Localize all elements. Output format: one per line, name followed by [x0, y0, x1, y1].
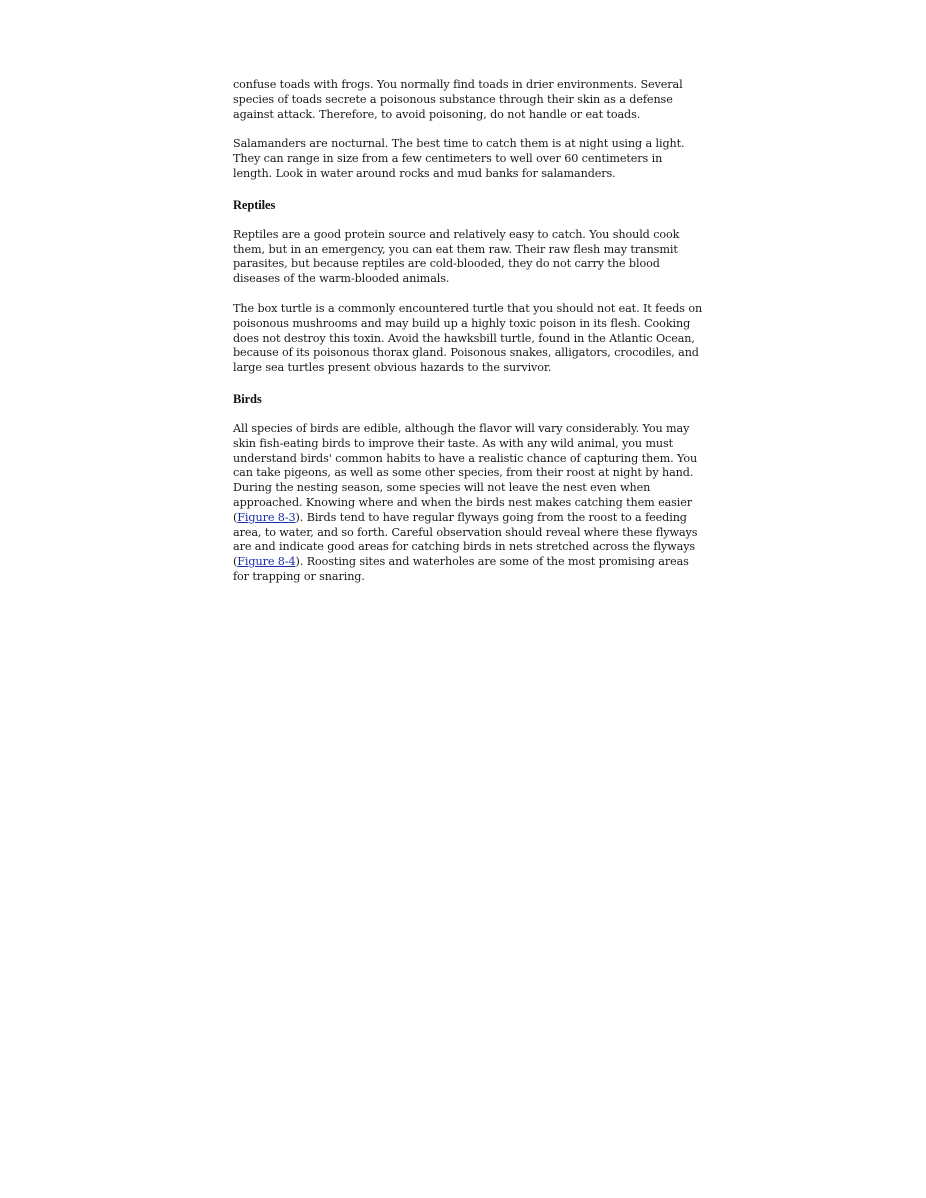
reptiles-paragraph: Reptiles are a good protein source and relatively easy to catch. You should cook them, but in an emergency, you can eat them raw. Their raw flesh may transmit parasites, but because reptiles are cold-blooded, they do not carry the blood diseases of the warm-blooded animals. [233, 227, 680, 286]
birds-heading: Birds [233, 391, 262, 406]
birds-text-part-3: ). Roosting sites and waterholes are some of the most promising areas for trapping or snaring. [233, 555, 689, 583]
document-body [233, 78, 703, 600]
box-turtle-paragraph: The box turtle is a commonly encountered turtle that you should not eat. It feeds on poisonous mushrooms and may build up a highly toxic poison in its flesh. Cooking does not destroy this toxin. Avoid the hawksbill turtle, found in the Atlantic Ocean, because of its poisonous thorax gland. Poisonous snakes, alligators, crocodiles, and large sea turtles present obvious hazards to the survivor. [233, 301, 703, 375]
toads-paragraph: confuse toads with frogs. You normally find toads in drier environments. Several species of toads secrete a poisonous substance through their skin as a defense against attack. Therefore, to avoid poisoning, do not handle or eat toads. [233, 78, 683, 121]
birds-text-part-1: All species of birds are edible, although the flavor will vary considerably. You may skin fish-eating birds to improve their taste. As with any wild animal, you must understand birds' common habits to have a realistic chance of capturing them. You can take pigeons, as well as some other species, from their roost at night by hand. During the nesting season, some species will not leave the nest even when approached. Knowing where and when the birds nest makes catching them easier ( [233, 421, 698, 524]
figure-8-4-link[interactable]: Figure 8-4 [237, 555, 296, 569]
salamanders-paragraph: Salamanders are nocturnal. The best time to catch them is at night using a light. They can range in size from a few centimeters to well over 60 centimeters in length. Look in water around rocks and mud banks for salamanders. [233, 137, 685, 180]
birds-text-part-2: ). Birds tend to have regular flyways going from the roost to a feeding area, to water, and so forth. Careful observation should reveal where these flyways are and indicate good areas for catching birds in nets stretched across the flyways ( [233, 510, 698, 569]
birds-paragraph [233, 422, 703, 585]
reptiles-heading: Reptiles [233, 197, 276, 212]
figure-8-3-link[interactable]: Figure 8-3 [237, 510, 296, 524]
